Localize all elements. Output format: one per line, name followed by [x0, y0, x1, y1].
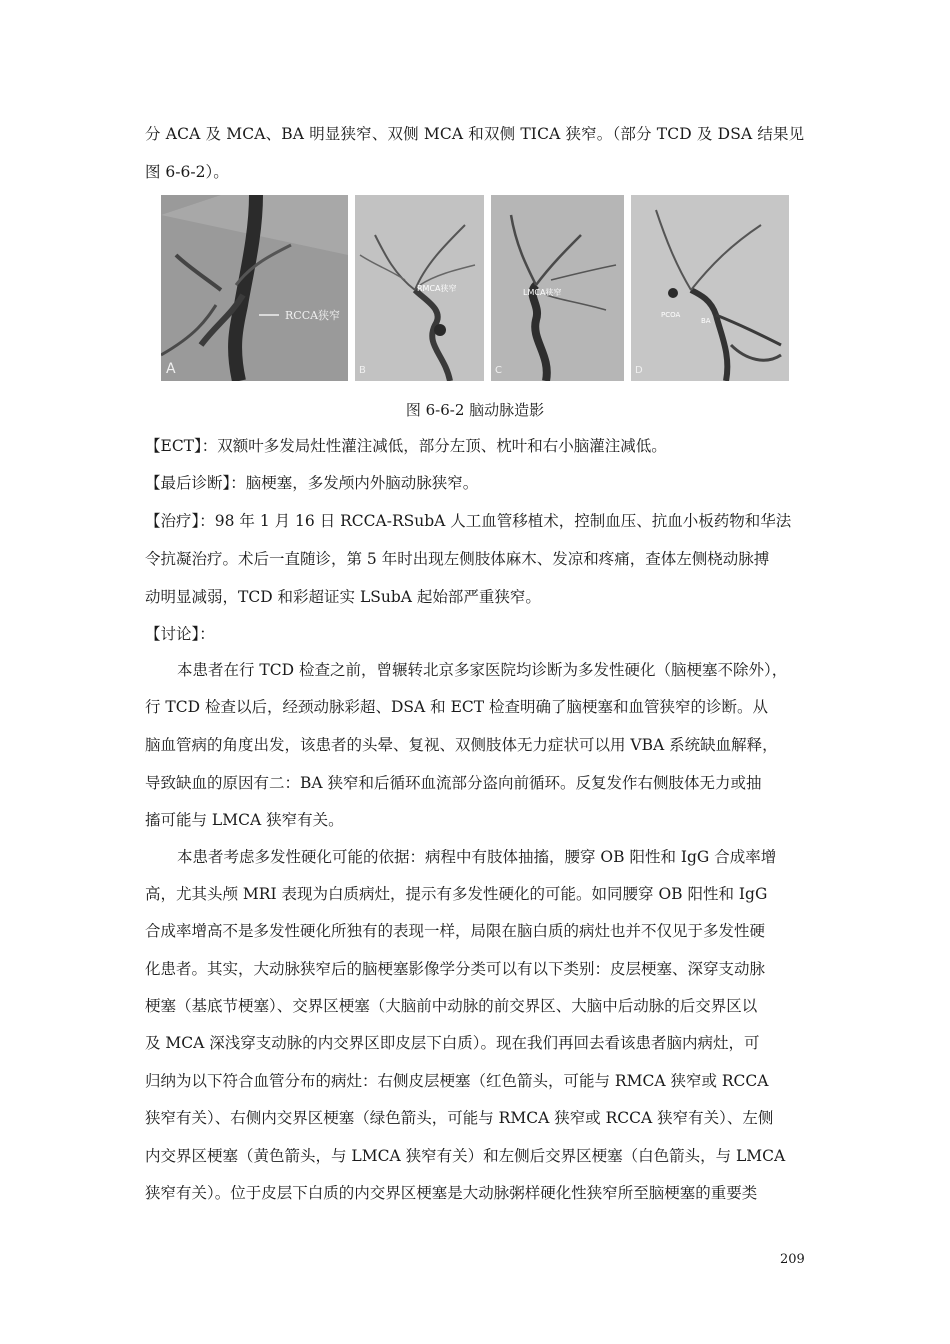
angiogram-a-image	[161, 195, 348, 381]
discussion-p2-line-7: 归纳为以下符合血管分布的病灶：右侧皮层梗塞（红色箭头，可能与 RMCA 狭窄或 RCCA	[145, 1072, 769, 1090]
angiogram-panel-d	[631, 195, 789, 381]
discussion-p2-line-6: 及 MCA 深浅穿支动脉的内交界区即皮层下白质）。现在我们再回去看该患者脑内病灶，可	[145, 1034, 760, 1052]
treatment-line-1: 【治疗】：98 年 1 月 16 日 RCCA-RSubA 人工血管移植术，控制血压、抗血小板药物和华法	[145, 512, 792, 530]
panel-b-annotation: RMCA狭窄	[417, 284, 457, 293]
discussion-p1-line-3: 脑血管病的角度出发，该患者的头晕、复视、双侧肢体无力症状可以用 VBA 系统缺血解释，	[145, 736, 778, 754]
discussion-p2-line-5: 梗塞（基底节梗塞）、交界区梗塞（大脑前中动脉的前交界区、大脑中后动脉的后交界区以	[145, 997, 758, 1015]
angiogram-panel-a	[161, 195, 348, 381]
discussion-p2-line-10: 狭窄有关）。位于皮层下白质的内交界区梗塞是大动脉粥样硬化性狭窄所至脑梗塞的重要类	[145, 1184, 758, 1202]
diagnosis-line: 【最后诊断】：脑梗塞，多发颅内外脑动脉狭窄。	[145, 474, 479, 492]
discussion-p2-line-1: 本患者考虑多发性硬化可能的依据：病程中有肢体抽搐，腰穿 OB 阳性和 IgG 合成率增	[177, 848, 777, 866]
ect-line: 【ECT】：双额叶多发局灶性灌注减低，部分左顶、枕叶和右小脑灌注减低。	[145, 437, 667, 455]
angiogram-panel-c	[491, 195, 624, 381]
panel-b-letter: B	[359, 365, 366, 376]
figure-caption: 图 6-6-2 脑动脉造影	[405, 401, 545, 419]
discussion-p1-line-1: 本患者在行 TCD 检查之前，曾辗转北京多家医院均诊断为多发性硬化（脑梗塞不除外），	[177, 661, 788, 679]
discussion-p2-line-9: 内交界区梗塞（黄色箭头，与 LMCA 狭窄有关）和左侧后交界区梗塞（白色箭头，与 LMCA	[145, 1147, 786, 1165]
discussion-heading: 【讨论】：	[145, 625, 215, 643]
discussion-p1-line-5: 搐可能与 LMCA 狭窄有关。	[145, 811, 344, 829]
treatment-line-3: 动明显减弱，TCD 和彩超证实 LSubA 起始部严重狭窄。	[145, 588, 541, 606]
discussion-p1-line-4: 导致缺血的原因有二：BA 狭窄和后循环血流部分盗向前循环。反复发作右侧肢体无力或抽	[145, 774, 762, 792]
panel-c-letter: C	[495, 365, 502, 376]
panel-a-annotation: RCCA狭窄	[285, 309, 341, 322]
panel-c-annotation: LMCA狭窄	[523, 288, 562, 297]
discussion-p2-line-4: 化患者。其实，大动脉狭窄后的脑梗塞影像学分类可以有以下类别：皮层梗塞、深穿支动脉	[145, 960, 766, 978]
panel-a-letter: A	[166, 361, 176, 377]
intro-line-2: 图 6-6-2）。	[145, 163, 229, 181]
discussion-p1-line-2: 行 TCD 检查以后，经颈动脉彩超、DSA 和 ECT 检查明确了脑梗塞和血管狭窄的诊断。从	[145, 698, 769, 716]
discussion-p2-line-2: 高，尤其头颅 MRI 表现为白质病灶，提示有多发性硬化的可能。如同腰穿 OB 阳性和 IgG	[145, 885, 768, 903]
panel-d-letter: D	[635, 365, 643, 376]
discussion-p2-line-8: 狭窄有关）、右侧内交界区梗塞（绿色箭头，可能与 RMCA 狭窄或 RCCA 狭窄有关）、左侧	[145, 1109, 774, 1127]
panel-d-annotation-ba: BA	[701, 317, 711, 325]
page-number: 209	[780, 1252, 805, 1267]
discussion-p2-line-3: 合成率增高不是多发性硬化所独有的表现一样，局限在脑白质的病灶也并不仅见于多发性硬	[145, 922, 766, 940]
angiogram-panel-b	[355, 195, 484, 381]
panel-d-annotation-pcoa: PCOA	[661, 311, 681, 319]
treatment-line-2: 令抗凝治疗。术后一直随诊，第 5 年时出现左侧肢体麻木、发凉和疼痛，查体左侧桡动脉搏	[145, 550, 770, 568]
angiogram-d-image	[631, 195, 789, 381]
intro-line-1: 分 ACA 及 MCA、BA 明显狭窄、双侧 MCA 和双侧 TICA 狭窄。（部分 TCD 及 DSA 结果见	[145, 125, 805, 143]
